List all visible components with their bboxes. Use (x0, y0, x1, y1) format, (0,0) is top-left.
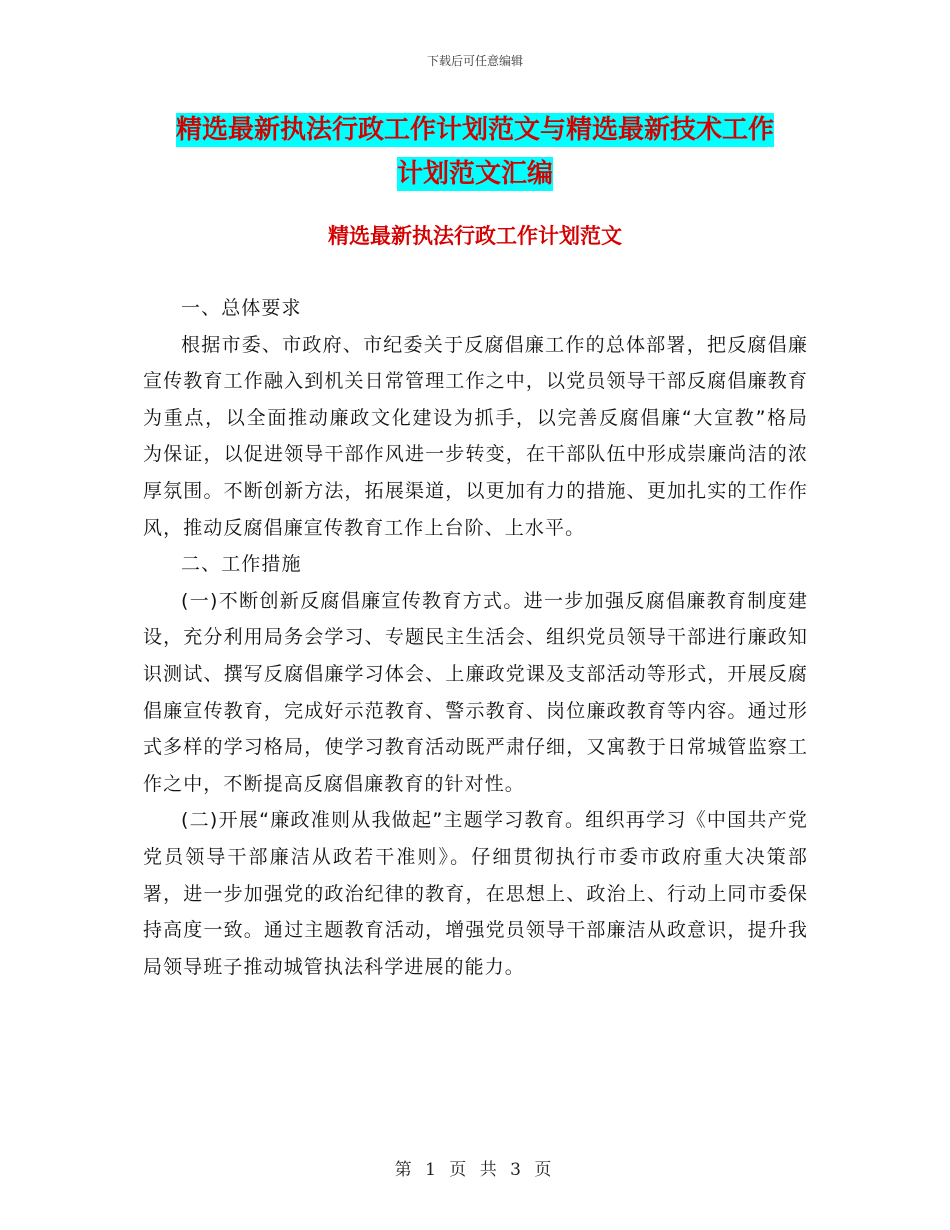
paragraph: 根据市委、市政府、市纪委关于反腐倡廉工作的总体部署，把反腐倡廉宣传教育工作融入到机关日常管理工作之中，以党员领导干部反腐倡廉教育为重点，以全面推动廉政文化建设为抓手，以完善反腐倡廉“大宣教”格局为保证，以促进领导干部作风进一步转变，在干部队伍中形成崇廉尚洁的浓厚氛围。不断创新方法，拓展渠道，以更加有力的措施、更加扎实的工作作风，推动反腐倡廉宣传教育工作上台阶、上水平。 (143, 333, 808, 539)
document-body (143, 290, 808, 985)
header-note: 下载后可任意编辑 (426, 54, 523, 68)
paragraph-heading-general-requirements: 一、总体要求 (181, 297, 302, 319)
paragraph: (二)开展“廉政准则从我做起”主题学习教育。组织再学习《中国共产党党员领导干部廉洁从政若干准则》。仔细贯彻执行市委市政府重大决策部署，进一步加强党的政治纪律的教育，在思想上、政治上、行动上同市委保持高度一致。通过主题教育活动，增强党员领导干部廉洁从政意识，提升我局领导班子推动城管执法科学进展的能力。 (143, 809, 808, 978)
page-number: 第 1 页 共 3 页 (394, 1160, 556, 1180)
document-title-line-1: 精选最新执法行政工作计划范文与精选最新技术工作 (175, 115, 774, 145)
paragraph: (一)不断创新反腐倡廉宣传教育方式。进一步加强反腐倡廉教育制度建设，充分利用局务会学习、专题民主生活会、组织党员领导干部进行廉政知识测试、撰写反腐倡廉学习体会、上廉政党课及支部活动等形式，开展反腐倡廉宣传教育，完成好示范教育、警示教育、岗位廉政教育等内容。通过形式多样的学习格局，使学习教育活动既严肃仔细，又寓教于日常城管监察工作之中，不断提高反腐倡廉教育的针对性。 (143, 589, 808, 795)
document-title (140, 108, 810, 196)
paragraph-heading-work-measures: 二、工作措施 (181, 553, 302, 576)
document-title-line-2: 计划范文汇编 (396, 159, 553, 189)
section-title: 精选最新执法行政工作计划范文 (328, 223, 622, 248)
